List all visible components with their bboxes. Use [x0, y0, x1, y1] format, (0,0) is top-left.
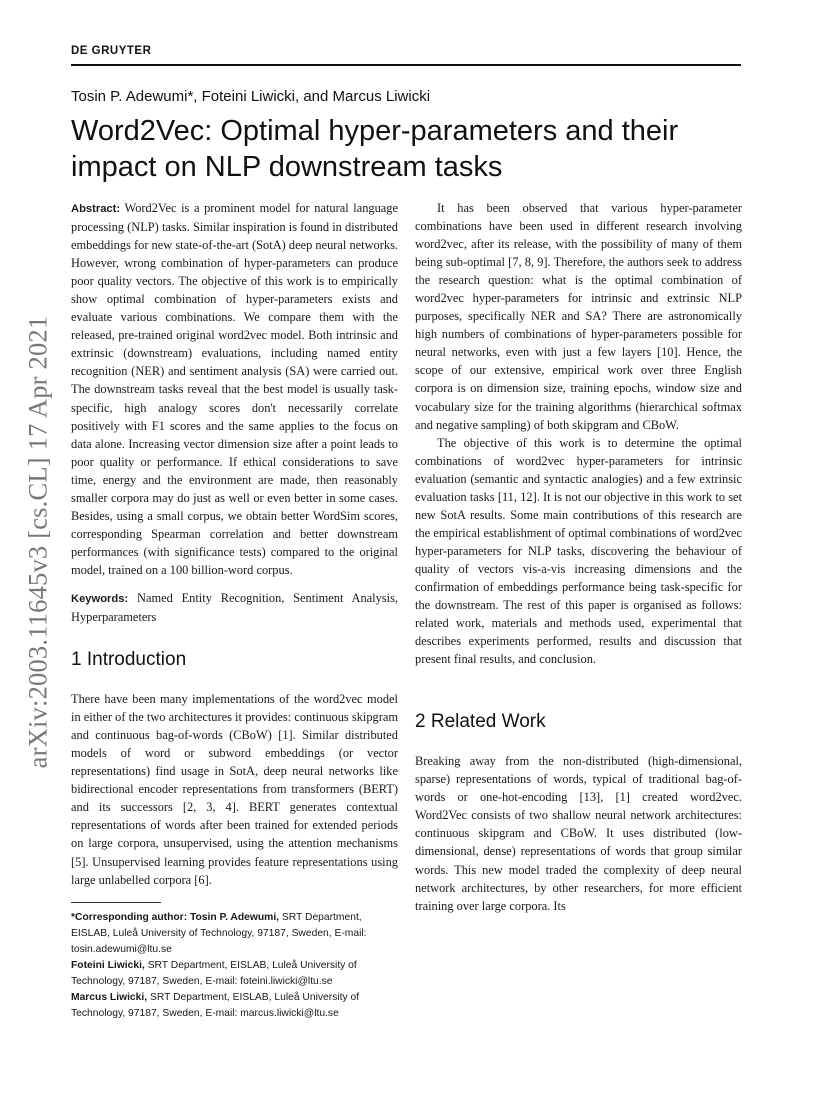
footnote-item	[71, 910, 401, 958]
section-heading-introduction: 1 Introduction	[71, 649, 187, 671]
footnote-rule	[71, 902, 161, 903]
keywords-label: Keywords:	[71, 592, 129, 605]
authors-line: Tosin P. Adewumi*, Foteini Liwicki, and Marcus Liwicki	[71, 88, 431, 105]
intro-paragraph-3: The objective of this work is to determine the optimal combinations of word2vec hyper-parameters for intrinsic evaluation (semantic and syntactic analogies) and a few extrinsic evaluation tasks [11, 12]. It is not our objective in this work to set new SotA results. Some main contributions of this research are the empirical establishment of optimal combinations of word2vec hyper-parameters for NLP tasks, discovering the behaviour of quality of vectors vis-a-vis increasing dimensions and the confirmation of embeddings performance being task-specific for the downstream. The rest of this paper is organised as follows: related work, materials and methods used, experimental that describes experiments performed, results and discussion that present final results, and conclusion.	[415, 435, 742, 667]
footnote-author: *Corresponding author: Tosin P. Adewumi,	[71, 912, 280, 923]
paper-title: Word2Vec: Optimal hyper-parameters and their impact on NLP downstream tasks	[71, 115, 679, 183]
intro-paragraph-2: It has been observed that various hyper-parameter combinations have been used in different research involving word2vec, after its release, with the possibility of many of them being sub-optimal [7, 8, 9]. Therefore, the authors seek to address the research question: what is the optimal combination of word2vec hyper-parameters for intrinsic and extrinsic NLP purposes, specifically NER and SA? There are astronomically high numbers of combinations of hyper-parameters possible for neural networks, even with just a few layers [10]. Hence, the scope of our extensive, empirical work over three English corpora is on dimension size, training epochs, window size and vocabulary size for the training algorithms (hierarchical softmax and negative sampling) of both skipgram and CBoW.	[415, 201, 742, 432]
footnote-author: Marcus Liwicki,	[71, 992, 148, 1003]
abstract	[71, 199, 398, 579]
keywords-text: Named Entity Recognition, Sentiment Analysis, Hyperparameters	[71, 590, 398, 625]
footnote-affiliation: SRT Department, EISLAB, Luleå University of Technology, 97187, Sweden, E-mail: tosin.adewumi@ltu.se	[71, 912, 367, 955]
header-rule	[71, 64, 741, 66]
arxiv-identifier: arXiv:2003.11645v3 [cs.CL] 17 Apr 2021	[22, 315, 53, 769]
right-column	[415, 199, 742, 915]
publisher-label: DE GRUYTER	[71, 45, 152, 57]
footnote-affiliation: SRT Department, EISLAB, Luleå University of Technology, 97187, Sweden, E-mail: marcus.liwicki@ltu.se	[71, 992, 360, 1019]
footnotes	[71, 910, 401, 1022]
footnote-item	[71, 990, 401, 1022]
keywords	[71, 589, 398, 626]
arxiv-side-stamp	[18, 297, 58, 787]
left-column	[71, 199, 398, 889]
related-paragraph-1: Breaking away from the non-distributed (high-dimensional, sparse) representations of words, typical of traditional bag-of-words or one-hot-encoding [13], [1] created word2vec. Word2Vec consists of two shallow neural network architectures: continuous skipgram and CBoW. It uses distributed (low-dimensional, dense) representations of words that group similar words. This new model traded the complexity of deep neural network architectures, by other researchers, for more efficient training over large corpora. Its	[415, 754, 742, 913]
footnote-author: Foteini Liwicki,	[71, 960, 145, 971]
intro-paragraph-1: There have been many implementations of the word2vec model in either of the two architectures it provides: continuous skipgram and continuous bag-of-words (CBoW) [1]. Similar distributed models of word or subword embeddings (or vector representations) find usage in SotA, deep neural networks like bidirectional encoder representations from transformers (BERT) and its successors [2, 3, 4]. BERT generates contextual representations of words after been trained for extended periods on large corpora, unsupervised, using the attention mechanisms [5]. Unsupervised learning provides feature representations using large unlabelled corpora [6].	[71, 692, 398, 887]
abstract-label: Abstract:	[71, 203, 121, 215]
section-heading-related-work: 2 Related Work	[415, 711, 546, 733]
abstract-text: Word2Vec is a prominent model for natural language processing (NLP) tasks. Similar inspiration is found in distributed embeddings for new state-of-the-art (SotA) deep neural networks. However, wrong combination of hyper-parameters can produce poor quality vectors. The objective of this work is to empirically show optimal combination of hyper-parameters exists and evaluate various combinations. We compare them with the released, pre-trained original word2vec model. Both intrinsic and extrinsic (downstream) evaluations, including named entity recognition (NER) and sentiment analysis (SA) were carried out. The downstream tasks reveal that the best model is usually task-specific, high analogy scores don't necessarily correlate positively with F1 scores and the same applies to the focus on data alone. Increasing vector dimension size after a point leads to poor quality or performance. If ethical considerations to save time, energy and the environment are made, then reasonably smaller corpora may do just as well or even better in some cases. Besides, using a small corpus, we obtain better WordSim scores, corresponding Spearman correlation and better downstream performances (with significance tests) compared to the original model, trained on a 100 billion-word corpus.	[71, 201, 399, 577]
footnote-item	[71, 958, 401, 990]
footnote-affiliation: SRT Department, EISLAB, Luleå University of Technology, 97187, Sweden, E-mail: foteini.liwicki@ltu.se	[71, 960, 357, 987]
